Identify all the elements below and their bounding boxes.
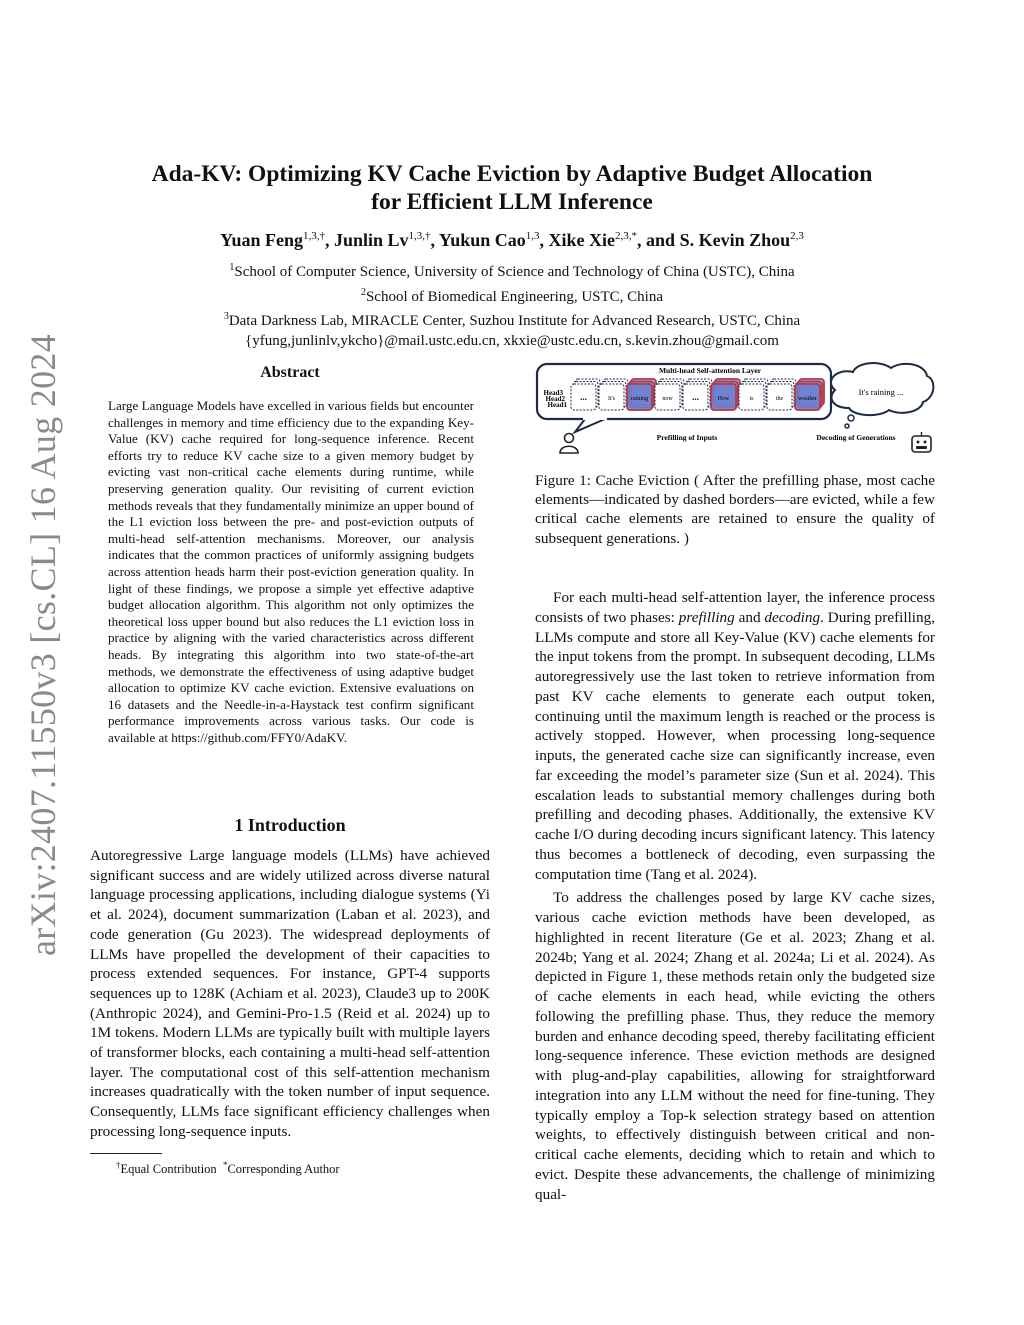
figure-cache-eviction xyxy=(535,360,935,460)
label-prefill: Prefilling of Inputs xyxy=(656,433,718,442)
layer-title: Multi-head Self-attention Layer xyxy=(658,366,762,375)
author-sup: 1,3,† xyxy=(303,230,325,242)
token-label: the xyxy=(775,396,784,402)
token-label: now xyxy=(662,396,673,402)
footnote-dagger: † xyxy=(116,1160,121,1170)
head-label: Head3 xyxy=(543,389,563,397)
author-name: Yukun Cao xyxy=(438,230,526,250)
token-label: ... xyxy=(692,392,699,402)
affiliation-text: School of Computer Science, University of Science and Technology of China (USTC), China xyxy=(234,264,795,280)
affiliation-sup: 1 xyxy=(229,262,235,273)
affiliation xyxy=(120,258,904,283)
user-icon xyxy=(560,434,578,454)
token-label: It's xyxy=(607,396,616,402)
author-sup: 1,3 xyxy=(525,230,540,242)
author-name: Yuan Feng xyxy=(220,230,303,250)
body-paragraph xyxy=(535,588,935,884)
author-sup: 2,3 xyxy=(790,230,804,242)
right-column-text xyxy=(535,588,935,1204)
token-grid xyxy=(571,379,824,410)
term-prefilling: prefilling xyxy=(678,608,735,626)
arxiv-stamp xyxy=(16,333,70,957)
term-decoding: decoding xyxy=(764,608,821,626)
bubble-dot xyxy=(845,424,849,428)
speech-tail-mask xyxy=(583,416,607,420)
intro-paragraph: Autoregressive Large language models (LLMs) have achieved significant success and are widely utilized across diverse natural language processing applications, including dialogue systems (Yi et al. 2024), document summarization (Laban et al. 2023), and code generation (Gu 2023). The widespread deployments of LLMs have propelled the development of their capacities to process extended sequences. For instance, GPT-4 supports sequences up to 128K (Achiam et al. 2023), Claude3 up to 200K (Anthropic 2024), and Gemini-Pro-1.5 (Reid et al. 2024) up to 1M tokens. Modern LLMs are typically built with multiple layers of transformer blocks, each containing a multi-head self-attention layer. The computational cost of this self-attention mechanism increases quadratically with the token number of input sequence. Consequently, LLMs face significant efficiency challenges when processing long-sequence inputs. xyxy=(90,847,490,1140)
head-label: Head2 xyxy=(545,395,565,403)
figure-caption: Figure 1: Cache Eviction ( After the prefilling phase, most cache elements—indicated by dashed borders—are evicted, while a few critical cache elements are retained to ensure the quality of subsequent generations. ) xyxy=(535,472,935,547)
body-paragraph: To address the challenges posed by large KV cache sizes, various cache eviction methods have been developed, as highlighted in recent literature (Ge et al. 2023; Zhang et al. 2024b; Yang et al. 2024; Zhang et al. 2024a; Li et al. 2024). As depicted in Figure 1, these methods retain only the budgeted size of cache elements in each head, while evicting the others following the prefilling phase. Thus, they reduce the memory burden and enhance decoding speed, thereby facilitating efficient long-sequence inference. These eviction methods are designed with plug-and-play capabilities, allowing for straightforward integration into any LLM without the need for fine-tuning. They typically employ a Top-k selection strategy based on attention weights, to effectively distinguish between critical and non-critical cache elements, deciding which to retain and which to evict. Despite these advancements, the challenge of minimizing qual- xyxy=(535,889,935,1203)
footnote-rule xyxy=(90,1153,162,1154)
p1-part: For each multi-head self-attention layer, the inference process consists of two phases: xyxy=(535,589,935,626)
abstract-heading: Abstract xyxy=(260,364,320,381)
author-sep: , xyxy=(325,230,334,250)
abstract-body: Large Language Models have excelled in various fields but encounter challenges in memory and time efficiency due to the expanding Key-Value (KV) cache required for long-sequence inference. Recent efforts try to reduce KV cache size to a given memory budget by evicting vast non-critical cache elements during runtime, while preserving generation quality. Our revisiting of current eviction methods reveals that they fundamentally minimize an upper bound of the L1 eviction loss between the pre- and post-eviction outputs of multi-head self-attention mechanisms. Moreover, our analysis indicates that the common practices of uniformly assigning budgets across attention heads harm their post-eviction generation quality. In light of these findings, we propose a simple yet effective adaptive budget allocation algorithm. This algorithm not only optimizes the theoretical loss upper bound but also reduces the L1 eviction loss in practice by aligning with the varied characteristics across different heads. By integrating this algorithm into two state-of-the-art methods, we demonstrate the effectiveness of using adaptive budget allocation to optimize KV cache eviction. Extensive evaluations on 16 datasets and the Needle-in-a-Haystack test confirm significant performance improvements across various tasks. Our code is available at https://github.com/FFY0/AdaKV. xyxy=(108,398,474,745)
author-sep: , xyxy=(430,230,439,250)
footnote xyxy=(116,1160,340,1177)
paper-title xyxy=(120,160,904,216)
token-label: ... xyxy=(580,392,587,402)
robot-icon xyxy=(912,432,931,452)
token-label: How xyxy=(717,396,730,402)
affiliation-sup: 2 xyxy=(360,286,366,298)
section-heading: 1 Introduction xyxy=(234,815,346,835)
affiliation-text: School of Biomedical Engineering, USTC, China xyxy=(365,288,664,305)
speech-tail xyxy=(575,419,605,432)
author-sep: , xyxy=(539,230,549,250)
p1-part: and xyxy=(734,608,765,626)
footnote-equal: Equal Contribution xyxy=(120,1162,217,1177)
author-list xyxy=(120,230,904,251)
token-label: is xyxy=(749,396,754,402)
intro-text xyxy=(90,846,490,1142)
title-line-2: for Efficient LLM Inference xyxy=(371,189,653,215)
token-label: raining xyxy=(631,396,648,402)
bubble-dot xyxy=(848,415,854,421)
bubble-text: It's raining ... xyxy=(858,387,904,397)
p1-part: . During prefilling, LLMs compute and store all Key-Value (KV) cache elements for the input tokens from the prompt. In subsequent decoding, LLMs autoregressively use the last token to retrieve information from past KV cache elements to generate each output token, continuing until the maximum length is reached or the process is actively stopped. However, when processing long-sequence inputs, the generated cache size can significantly increase, even far exceeding the model’s parameter size (Sun et al. 2024). This escalation leads to substantial memory challenges during both prefilling and decoding phases. Additionally, the extensive KV cache I/O during decoding incurs significant latency. This latency thus becomes a bottleneck of decoding, even surpassing the computation time (Tang et al. 2024). xyxy=(535,608,935,883)
token-label: weather xyxy=(798,396,817,402)
author-name: S. Kevin Zhou xyxy=(679,230,791,250)
footnote-corresponding: Corresponding Author xyxy=(227,1162,340,1177)
author-emails: {yfung,junlinlv,ykcho}@mail.ustc.edu.cn, xkxie@ustc.edu.cn, s.kevin.zhou@gmail.com xyxy=(245,332,779,349)
author-sup: 2,3,* xyxy=(615,230,638,242)
figure-svg xyxy=(535,360,935,460)
affiliation xyxy=(120,283,904,308)
affiliation xyxy=(120,307,904,332)
affiliation-text: Data Darkness Lab, MIRACLE Center, Suzhou Institute for Advanced Research, USTC, China xyxy=(228,313,801,329)
arxiv-id: arXiv:2407.11550v3 [cs.CL] 16 Aug 2024 xyxy=(23,333,63,957)
title-line-1: Ada-KV: Optimizing KV Cache Eviction by Adaptive Budget Allocation xyxy=(151,161,873,187)
head-label: Head1 xyxy=(547,401,567,409)
author-name: Junlin Lv xyxy=(334,230,409,250)
author-sup: 1,3,† xyxy=(408,230,431,242)
affiliation-sup: 3 xyxy=(223,311,229,322)
affiliations xyxy=(120,258,904,351)
author-and: , and xyxy=(637,230,680,250)
label-decode: Decoding of Generations xyxy=(816,433,896,442)
footnote-star: * xyxy=(222,1160,228,1170)
author-name: Xike Xie xyxy=(548,230,616,250)
